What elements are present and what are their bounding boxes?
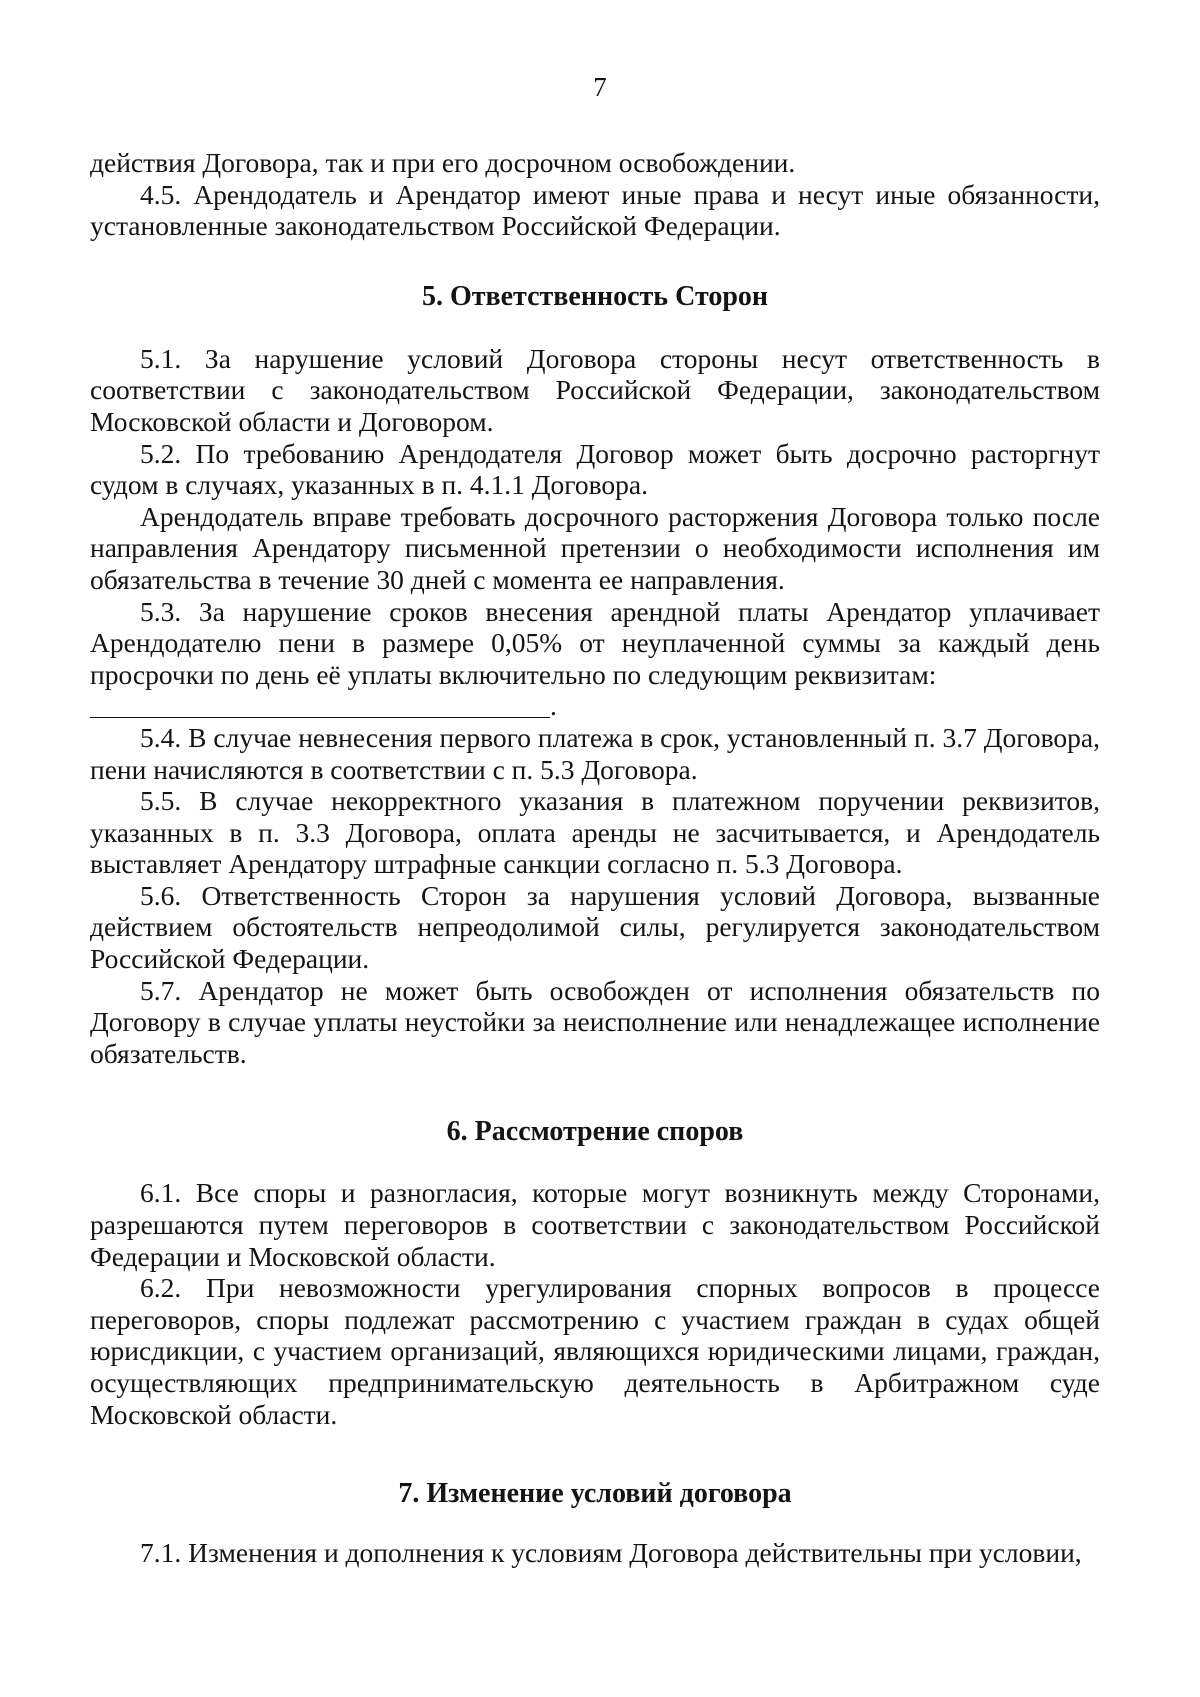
paragraph-6-2: 6.2. При невозможности урегулирования спорных вопросов в процессе переговоров, споры подлежат рассмотрению с участием граждан в судах общей юрисдикции, с участием организаций, являющихся юридическими лицами, граждан, осуществляющих предпринимательскую деятельность в Арбитражном суде Московской области. bbox=[90, 1272, 1100, 1430]
paragraph-6-1: 6.1. Все споры и разногласия, которые могут возникнуть между Сторонами, разрешаются путем переговоров в соответствии с законодательством Российской Федерации и Московской области. bbox=[90, 1177, 1100, 1272]
paragraph-5-6: 5.6. Ответственность Сторон за нарушения условий Договора, вызванные действием обстоятельств непреодолимой силы, регулируется законодательством Российской Федерации. bbox=[90, 879, 1100, 975]
paragraph-7-1: 7.1. Изменения и дополнения к условиям Договора действительны при условии, bbox=[140, 1537, 1082, 1569]
section-5-title: 5. Ответственность Сторон bbox=[421, 280, 769, 312]
paragraph-5-5: 5.5. В случае некорректного указания в платежном поручении реквизитов, указанных в п. 3.3 Договора, оплата аренды не засчитывается, и Арендодатель выставляет Арендатору штрафные санкции согласно п. 5.3 Договора. bbox=[90, 785, 1100, 880]
paragraph-5-2-note: Арендодатель вправе требовать досрочного расторжения Договора только после направления Арендатору письменной претензии о необходимости исполнения им обязательства в течение 30 дней с момента ее направления. bbox=[90, 500, 1100, 595]
section-6-title: 6. Рассмотрение споров bbox=[446, 1116, 744, 1148]
paragraph-continuation: действия Договора, так и при его досрочном освобождении. bbox=[90, 147, 796, 178]
document-body bbox=[90, 147, 1100, 1569]
page-number: 7 bbox=[593, 72, 607, 102]
blank-underline bbox=[90, 715, 550, 718]
paragraph-5-4: 5.4. В случае невнесения первого платежа в срок, установленный п. 3.7 Договора, пени начисляются в соответствии с п. 5.3 Договора. bbox=[90, 721, 1100, 785]
paragraph-5-2: 5.2. По требованию Арендодателя Договор может быть досрочно расторгнут судом в случаях, указанных в п. 4.1.1 Договора. bbox=[90, 437, 1100, 501]
paragraph-5-3: 5.3. За нарушение сроков внесения арендной платы Арендатор уплачивает Арендодателю пени в размере 0,05% от неуплаченной суммы за каждый день просрочки по день её уплаты включительно по следующим реквизитам: bbox=[90, 595, 1100, 690]
paragraph-5-7: 5.7. Арендатор не может быть освобожден от исполнения обязательств по Договору в случае уплаты неустойки за неисполнение или ненадлежащее исполнение обязательств. bbox=[90, 974, 1100, 1069]
requisites-blank-line bbox=[90, 690, 1100, 722]
paragraph-4-5: 4.5. Арендодатель и Арендатор имеют иные права и несут иные обязанности, установленные законодательством Российской Федерации. bbox=[90, 178, 1100, 242]
blank-line-period: . bbox=[550, 690, 557, 722]
section-7-title: 7. Изменение условий договора bbox=[398, 1478, 792, 1510]
paragraph-5-1: 5.1. За нарушение условий Договора стороны несут ответственность в соответствии с законодательством Российской Федерации, законодательством Московской области и Договором. bbox=[90, 342, 1100, 437]
